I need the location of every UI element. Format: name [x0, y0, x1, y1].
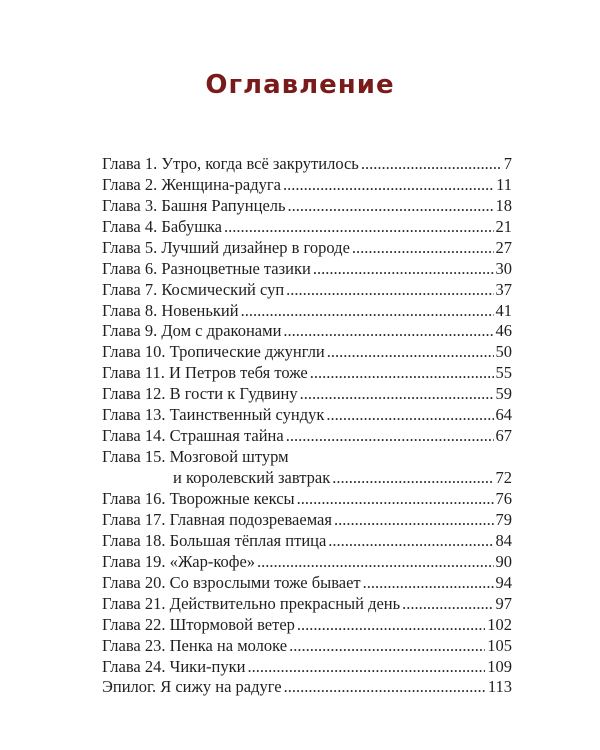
- toc-page-number: 79: [495, 509, 512, 529]
- dot-leader: [352, 238, 494, 259]
- toc-entry-title: [102, 217, 222, 238]
- toc-page-number: 21: [495, 216, 512, 236]
- toc-entry-title-text: Глава 5. Лучший дизайнер в городе: [102, 237, 350, 257]
- toc-entry: [102, 384, 512, 405]
- toc-entry-title: [102, 259, 311, 280]
- toc-entry: [102, 363, 512, 384]
- toc-entry-title: [102, 531, 326, 552]
- toc-page-number: 90: [495, 551, 512, 571]
- toc-entry-title-text: Глава 24. Чики-пуки: [102, 656, 246, 676]
- toc-entry: [102, 594, 512, 615]
- toc-entry-title-text: Глава 20. Со взрослыми тоже бывает: [102, 572, 361, 592]
- toc-entry-title-text: Глава 6. Разноцветные тазики: [102, 258, 311, 278]
- toc-page-number: 55: [495, 363, 512, 383]
- toc-entry-title-text: Глава 3. Башня Рапунцель: [102, 195, 286, 215]
- dot-leader: [257, 552, 493, 573]
- toc-entry-title: [102, 636, 287, 657]
- toc-page-number: 97: [495, 593, 512, 613]
- toc-entry-title: [102, 489, 295, 510]
- dot-leader: [363, 573, 494, 594]
- dot-leader: [327, 342, 494, 363]
- toc-page-number: 76: [495, 489, 512, 508]
- dot-leader: [224, 217, 494, 238]
- toc-entry-title-text: Глава 22. Штормовой ветер: [102, 614, 295, 634]
- dot-leader: [328, 531, 493, 552]
- toc-entry-title: [102, 677, 282, 698]
- toc-entry-title: [102, 552, 255, 573]
- toc-entry: [102, 154, 512, 175]
- toc-page-number: 30: [495, 258, 512, 278]
- toc-entry-title: [102, 175, 281, 196]
- toc-title: Оглавление: [205, 70, 395, 100]
- toc-entry-title: [102, 363, 308, 384]
- toc-entry-title-text: Глава 4. Бабушка: [102, 216, 222, 236]
- toc-entry-title: [102, 196, 286, 217]
- toc-page-number: 102: [487, 614, 512, 634]
- toc-entry-title-text: Глава 15. Мозговой штурм: [102, 447, 289, 467]
- toc-entry: [102, 489, 512, 510]
- toc-entry-title: [102, 384, 298, 405]
- toc-entry-title: [102, 510, 332, 531]
- dot-leader: [289, 636, 485, 657]
- toc-entry-title: [102, 321, 281, 342]
- toc-entry-title-text: Глава 19. «Жар-кофе»: [102, 551, 256, 571]
- toc-entry: [102, 657, 512, 678]
- toc-page-number: 18: [495, 195, 512, 215]
- toc-entry-title: [102, 342, 325, 363]
- toc-entry-title: [102, 238, 350, 259]
- dot-leader: [297, 615, 485, 636]
- dot-leader: [247, 657, 485, 678]
- toc-page-number: 37: [495, 279, 512, 299]
- toc-entry-title: [102, 405, 324, 426]
- toc-entry-title: [102, 447, 330, 489]
- toc-entry-title: [102, 426, 284, 447]
- toc-entry: [102, 510, 512, 531]
- toc-entry: [102, 342, 512, 363]
- toc-page-number: 113: [487, 677, 512, 697]
- toc-entry: [102, 531, 512, 552]
- dot-leader: [361, 154, 502, 175]
- toc-page-number: 109: [487, 656, 512, 676]
- toc-entry-title: [102, 280, 284, 301]
- dot-leader: [334, 510, 494, 531]
- toc-entry-title-continuation: и королевский завтрак: [173, 468, 331, 488]
- toc-entry-title-text: Глава 9. Дом с драконами: [102, 321, 282, 341]
- table-of-contents: [102, 154, 512, 698]
- toc-entry-title-text: Глава 2. Женщина-радуга: [102, 174, 281, 194]
- toc-entry-title-text: Глава 18. Большая тёплая птица: [102, 530, 327, 550]
- dot-leader: [326, 405, 493, 426]
- toc-entry-title-text: Эпилог. Я сижу на радуге: [102, 677, 282, 697]
- toc-entry: [102, 238, 512, 259]
- toc-entry-title-text: Глава 11. И Петров тебя тоже: [102, 363, 308, 383]
- toc-entry: [102, 280, 512, 301]
- toc-page-number: 72: [495, 468, 512, 488]
- toc-entry-title: [102, 594, 400, 615]
- toc-entry-title: [102, 154, 359, 175]
- toc-page-number: 94: [495, 572, 512, 592]
- toc-entry: [102, 322, 512, 343]
- dot-leader: [297, 489, 494, 510]
- toc-entry: [102, 405, 512, 426]
- toc-page-number: 7: [503, 153, 512, 173]
- toc-entry: [102, 196, 512, 217]
- dot-leader: [241, 301, 494, 322]
- dot-leader: [402, 594, 493, 615]
- toc-page-number: 67: [495, 426, 512, 446]
- toc-page-number: 27: [495, 237, 512, 257]
- dot-leader: [300, 384, 494, 405]
- toc-page-number: 41: [495, 300, 512, 320]
- toc-entry: [102, 217, 512, 238]
- dot-leader: [313, 259, 494, 280]
- toc-entry-title-text: Глава 14. Страшная тайна: [102, 426, 284, 446]
- toc-page-number: 105: [487, 635, 512, 655]
- toc-entry: [102, 615, 512, 636]
- toc-entry: [102, 259, 512, 280]
- toc-entry-title-text: Глава 21. Действительно прекрасный день: [102, 593, 401, 613]
- toc-entry-title-text: Глава 12. В гости к Гудвину: [102, 384, 298, 404]
- toc-entry-title: [102, 301, 239, 322]
- toc-page-number: 64: [495, 405, 512, 425]
- toc-page-number: 59: [495, 384, 512, 404]
- toc-entry-title-text: Глава 16. Творожные кексы: [102, 489, 295, 508]
- toc-entry-title-text: Глава 10. Тропические джунгли: [102, 342, 325, 362]
- dot-leader: [310, 363, 494, 384]
- toc-entry-title: [102, 615, 295, 636]
- toc-page-number: 46: [495, 321, 512, 341]
- toc-entry-title-text: Глава 8. Новенький: [102, 300, 239, 320]
- toc-entry: [102, 677, 512, 698]
- dot-leader: [284, 677, 486, 698]
- toc-entry-title-text: Глава 13. Таинственный сундук: [102, 405, 325, 425]
- toc-page-number: 50: [495, 342, 512, 362]
- toc-page-number: 84: [495, 530, 512, 550]
- toc-entry-title-text: Глава 23. Пенка на молоке: [102, 635, 288, 655]
- dot-leader: [286, 426, 494, 447]
- toc-entry: [102, 552, 512, 573]
- toc-page-number: 11: [496, 174, 512, 194]
- toc-entry-title-text: Глава 7. Космический суп: [102, 279, 285, 299]
- dot-leader: [288, 196, 494, 217]
- toc-entry: [102, 301, 512, 322]
- toc-entry: [102, 175, 512, 196]
- toc-entry: [102, 426, 512, 447]
- toc-entry: [102, 573, 512, 594]
- dot-leader: [283, 321, 493, 342]
- dot-leader: [283, 175, 494, 196]
- toc-entry: [102, 447, 512, 489]
- toc-entry-title: [102, 657, 245, 678]
- toc-entry-title: [102, 573, 361, 594]
- dot-leader: [286, 280, 493, 301]
- toc-entry-title-text: Глава 17. Главная подозреваемая: [102, 509, 332, 529]
- dot-leader: [332, 468, 493, 489]
- toc-entry-title-text: Глава 1. Утро, когда всё закрутилось: [102, 153, 359, 173]
- toc-entry: [102, 636, 512, 657]
